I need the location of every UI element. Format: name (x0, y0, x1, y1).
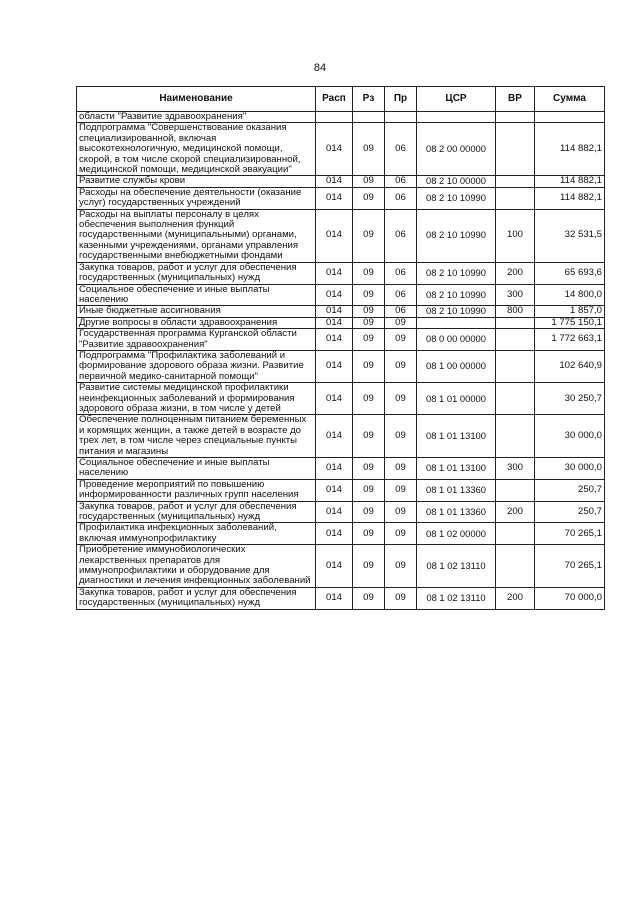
cell-sum: 32 531,5 (535, 209, 605, 262)
table-row (77, 523, 605, 545)
cell-sum: 250,7 (535, 479, 605, 501)
cell-vr (496, 187, 535, 209)
cell-csr: 08 2 10 10990 (417, 306, 496, 317)
cell-pr: 06 (385, 284, 417, 306)
cell-name: Иные бюджетные ассигнования (77, 306, 316, 317)
cell-sum: 30 250,7 (535, 383, 605, 415)
cell-sum: 114 882,1 (535, 176, 605, 187)
header-sum: Сумма (535, 87, 605, 112)
cell-rasp: 014 (316, 458, 353, 480)
cell-pr: 06 (385, 306, 417, 317)
cell-vr: 300 (496, 284, 535, 306)
cell-vr (496, 350, 535, 382)
cell-csr: 08 2 10 00000 (417, 176, 496, 187)
cell-vr: 200 (496, 501, 535, 523)
cell-pr: 09 (385, 458, 417, 480)
cell-csr: 08 2 00 00000 (417, 123, 496, 176)
cell-csr: 08 1 02 13110 (417, 587, 496, 609)
cell-csr: 08 1 01 13360 (417, 479, 496, 501)
cell-sum: 1 775 150,1 (535, 317, 605, 328)
cell-rasp (316, 112, 353, 123)
cell-name: Социальное обеспечение и иные выплаты населению (77, 458, 316, 480)
cell-pr: 09 (385, 383, 417, 415)
table-row (77, 306, 605, 317)
table-row (77, 209, 605, 262)
cell-pr (385, 112, 417, 123)
cell-name: Развитие службы крови (77, 176, 316, 187)
table-row (77, 501, 605, 523)
cell-sum: 14 800,0 (535, 284, 605, 306)
cell-name: Подпрограмма "Совершенствование оказания специализированной, включая высокотехнологичную, медицинской помощи, скорой, в том числе скорой специализированной, медицинской помощи, медицинской эвакуации" (77, 123, 316, 176)
cell-rasp: 014 (316, 306, 353, 317)
cell-name: Приобретение иммунобиологических лекарственных препаратов для иммунопрофилактики и оборудование для диагностики и лечения инфекционных заболеваний (77, 545, 316, 588)
cell-vr (496, 123, 535, 176)
cell-name: Профилактика инфекционных заболеваний, включая иммунопрофилактику (77, 523, 316, 545)
cell-name: Подпрограмма "Профилактика заболеваний и формирование здорового образа жизни. Развитие первичной медико-санитарной помощи" (77, 350, 316, 382)
table-row (77, 545, 605, 588)
cell-vr: 100 (496, 209, 535, 262)
table-row (77, 176, 605, 187)
header-name: Наименование (77, 87, 316, 112)
cell-vr (496, 545, 535, 588)
cell-vr (496, 479, 535, 501)
cell-rasp: 014 (316, 284, 353, 306)
cell-rasp: 014 (316, 262, 353, 284)
table-header-row (77, 87, 605, 112)
cell-rz: 09 (353, 284, 385, 306)
cell-rasp: 014 (316, 415, 353, 458)
table-row (77, 284, 605, 306)
cell-name: Другие вопросы в области здравоохранения (77, 317, 316, 328)
cell-vr (496, 317, 535, 328)
cell-rasp: 014 (316, 176, 353, 187)
cell-vr: 200 (496, 587, 535, 609)
table-row (77, 479, 605, 501)
cell-vr (496, 523, 535, 545)
cell-name: Расходы на выплаты персоналу в целях обеспечения выполнения функций государственными (муниципальными) органами, казенными учреждениями, органами управления государственными внебюджетными фондами (77, 209, 316, 262)
cell-rasp: 014 (316, 187, 353, 209)
cell-rasp: 014 (316, 123, 353, 176)
cell-pr: 09 (385, 317, 417, 328)
cell-rz: 09 (353, 458, 385, 480)
cell-rasp: 014 (316, 329, 353, 351)
cell-rz: 09 (353, 415, 385, 458)
cell-pr: 06 (385, 176, 417, 187)
cell-rasp: 014 (316, 383, 353, 415)
cell-pr: 09 (385, 329, 417, 351)
cell-rasp: 014 (316, 350, 353, 382)
cell-pr: 09 (385, 415, 417, 458)
cell-csr: 08 2 10 10990 (417, 209, 496, 262)
cell-sum: 102 640,9 (535, 350, 605, 382)
cell-rz: 09 (353, 523, 385, 545)
cell-name: Закупка товаров, работ и услуг для обеспечения государственных (муниципальных) нужд (77, 262, 316, 284)
cell-name: Закупка товаров, работ и услуг для обеспечения государственных (муниципальных) нужд (77, 587, 316, 609)
cell-pr: 09 (385, 350, 417, 382)
cell-csr: 08 1 01 00000 (417, 383, 496, 415)
cell-pr: 09 (385, 587, 417, 609)
table-row (77, 350, 605, 382)
cell-rasp: 014 (316, 587, 353, 609)
cell-csr: 08 1 02 00000 (417, 523, 496, 545)
table-row (77, 187, 605, 209)
cell-vr: 200 (496, 262, 535, 284)
cell-vr: 800 (496, 306, 535, 317)
cell-vr (496, 176, 535, 187)
cell-sum: 114 882,1 (535, 187, 605, 209)
cell-sum: 250,7 (535, 501, 605, 523)
cell-vr (496, 112, 535, 123)
cell-csr: 08 2 10 10990 (417, 187, 496, 209)
cell-sum: 70 265,1 (535, 523, 605, 545)
cell-name: Закупка товаров, работ и услуг для обеспечения государственных (муниципальных) нужд (77, 501, 316, 523)
cell-pr: 09 (385, 523, 417, 545)
cell-rz: 09 (353, 479, 385, 501)
cell-csr (417, 317, 496, 328)
table-row (77, 123, 605, 176)
cell-csr (417, 112, 496, 123)
table-row (77, 383, 605, 415)
cell-csr: 08 2 10 10990 (417, 284, 496, 306)
cell-pr: 09 (385, 545, 417, 588)
cell-sum: 30 000,0 (535, 458, 605, 480)
table-row (77, 458, 605, 480)
cell-csr: 08 1 00 00000 (417, 350, 496, 382)
cell-csr: 08 1 01 13100 (417, 458, 496, 480)
cell-rasp: 014 (316, 317, 353, 328)
cell-vr (496, 415, 535, 458)
cell-rasp: 014 (316, 479, 353, 501)
page-number: 84 (313, 62, 327, 74)
header-vr: ВР (496, 87, 535, 112)
cell-rz: 09 (353, 176, 385, 187)
cell-name: Проведение мероприятий по повышению информированности различных групп населения (77, 479, 316, 501)
header-csr: ЦСР (417, 87, 496, 112)
cell-rz: 09 (353, 123, 385, 176)
cell-pr: 06 (385, 262, 417, 284)
cell-name: области "Развитие здравоохранения" (77, 112, 316, 123)
cell-rz: 09 (353, 317, 385, 328)
cell-sum: 1 857,0 (535, 306, 605, 317)
cell-rz: 09 (353, 501, 385, 523)
cell-sum: 30 000,0 (535, 415, 605, 458)
table-row (77, 587, 605, 609)
cell-sum: 70 265,1 (535, 545, 605, 588)
cell-rz: 09 (353, 545, 385, 588)
cell-pr: 06 (385, 187, 417, 209)
cell-name: Развитие системы медицинской профилактики неинфекционных заболеваний и формирования здорового образа жизни, в том числе у детей (77, 383, 316, 415)
cell-sum: 65 693,6 (535, 262, 605, 284)
cell-csr: 08 1 01 13360 (417, 501, 496, 523)
cell-rasp: 014 (316, 209, 353, 262)
cell-sum: 70 000,0 (535, 587, 605, 609)
cell-name: Социальное обеспечение и иные выплаты населению (77, 284, 316, 306)
cell-rz: 09 (353, 306, 385, 317)
budget-table (76, 86, 605, 610)
cell-rz: 09 (353, 262, 385, 284)
cell-name: Государственная программа Курганской области "Развитие здравоохранения" (77, 329, 316, 351)
cell-rz: 09 (353, 187, 385, 209)
table-row (77, 329, 605, 351)
cell-csr: 08 0 00 00000 (417, 329, 496, 351)
cell-rz (353, 112, 385, 123)
table-row (77, 112, 605, 123)
cell-rz: 09 (353, 383, 385, 415)
header-pr: Пр (385, 87, 417, 112)
cell-rz: 09 (353, 587, 385, 609)
table-row (77, 317, 605, 328)
cell-rasp: 014 (316, 501, 353, 523)
cell-name: Обеспечение полноценным питанием беременных и кормящих женщин, а также детей в возрасте до трех лет, в том числе через специальные пункты питания и магазины (77, 415, 316, 458)
header-rz: Рз (353, 87, 385, 112)
cell-csr: 08 1 02 13110 (417, 545, 496, 588)
cell-csr: 08 1 01 13100 (417, 415, 496, 458)
cell-rz: 09 (353, 209, 385, 262)
cell-rz: 09 (353, 350, 385, 382)
table-row (77, 415, 605, 458)
cell-sum: 114 882,1 (535, 123, 605, 176)
cell-vr (496, 329, 535, 351)
header-rasp: Расп (316, 87, 353, 112)
cell-pr: 06 (385, 209, 417, 262)
cell-rasp: 014 (316, 545, 353, 588)
cell-vr (496, 383, 535, 415)
cell-rz: 09 (353, 329, 385, 351)
cell-vr: 300 (496, 458, 535, 480)
cell-sum: 1 772 663,1 (535, 329, 605, 351)
cell-sum (535, 112, 605, 123)
cell-rasp: 014 (316, 523, 353, 545)
cell-pr: 09 (385, 479, 417, 501)
cell-pr: 09 (385, 501, 417, 523)
cell-name: Расходы на обеспечение деятельности (оказание услуг) государственных учреждений (77, 187, 316, 209)
table-row (77, 262, 605, 284)
cell-csr: 08 2 10 10990 (417, 262, 496, 284)
cell-pr: 06 (385, 123, 417, 176)
